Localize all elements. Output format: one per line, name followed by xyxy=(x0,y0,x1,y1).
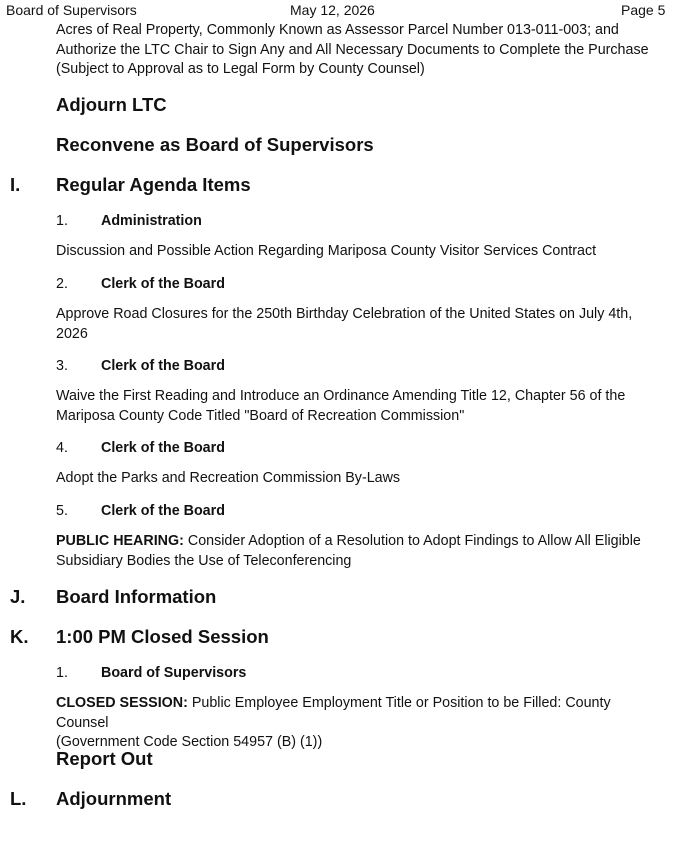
item-number: 1. xyxy=(56,213,68,229)
section-k-title: 1:00 PM Closed Session xyxy=(56,626,269,647)
item-department: Clerk of the Board xyxy=(101,440,225,456)
intro-line: Acres of Real Property, Commonly Known as Assessor Parcel Number 013-011-003; and xyxy=(56,22,619,38)
header-left: Board of Supervisors xyxy=(6,2,137,18)
item-department: Administration xyxy=(101,213,202,229)
item-description xyxy=(56,305,656,344)
item-line: Subsidiary Bodies the Use of Teleconferencing xyxy=(56,552,352,569)
item-description xyxy=(56,532,656,571)
item-description: Discussion and Possible Action Regarding Mariposa County Visitor Services Contract xyxy=(56,243,597,259)
item-department: Clerk of the Board xyxy=(101,503,225,519)
item-line xyxy=(56,532,656,552)
section-j-letter: J. xyxy=(10,586,26,607)
item-line-text: Public Employee Employment Title or Position to be Filled: County Counsel xyxy=(56,695,611,731)
item-department: Board of Supervisors xyxy=(101,665,247,681)
header-date: May 12, 2026 xyxy=(290,2,375,18)
reconvene-heading: Reconvene as Board of Supervisors xyxy=(56,134,374,155)
item-line: Approve Road Closures for the 250th Birthday Celebration of the United States on July 4th, xyxy=(56,306,633,322)
item-description xyxy=(56,387,656,426)
header-page: Page 5 xyxy=(621,2,666,18)
intro-line: (Subject to Approval as to Legal Form by County Counsel) xyxy=(56,61,425,77)
intro-line: Authorize the LTC Chair to Sign Any and All Necessary Documents to Complete the Purchase xyxy=(56,41,649,58)
item-number: 5. xyxy=(56,503,68,519)
item-number: 3. xyxy=(56,358,68,374)
item-line-text: Consider Adoption of a Resolution to Adopt Findings to Allow All Eligible xyxy=(183,533,641,549)
item-number: 2. xyxy=(56,276,68,292)
item-description xyxy=(56,694,656,753)
item-line xyxy=(56,694,656,733)
item-number: 1. xyxy=(56,665,68,681)
item-description: Adopt the Parks and Recreation Commission By-Laws xyxy=(56,470,401,486)
section-j-title: Board Information xyxy=(56,586,217,607)
section-i-letter: I. xyxy=(10,174,21,195)
section-l-title: Adjournment xyxy=(56,788,172,809)
section-l-letter: L. xyxy=(10,788,27,809)
item-line: Mariposa County Code Titled "Board of Recreation Commission" xyxy=(56,407,465,424)
item-line: 2026 xyxy=(56,325,88,342)
public-hearing-label: PUBLIC HEARING: xyxy=(56,533,184,549)
report-out-heading: Report Out xyxy=(56,748,153,769)
item-department: Clerk of the Board xyxy=(101,276,225,292)
item-line: Waive the First Reading and Introduce an Ordinance Amending Title 12, Chapter 56 of the xyxy=(56,388,626,404)
section-i-title: Regular Agenda Items xyxy=(56,174,251,195)
item-number: 4. xyxy=(56,440,68,456)
item-line: (Government Code Section 54957 (B) (1)) xyxy=(56,734,323,750)
closed-session-label: CLOSED SESSION: xyxy=(56,695,188,711)
item-department: Clerk of the Board xyxy=(101,358,225,374)
adjourn-ltc-heading: Adjourn LTC xyxy=(56,94,167,115)
intro-paragraph xyxy=(56,21,656,80)
section-k-letter: K. xyxy=(10,626,29,647)
